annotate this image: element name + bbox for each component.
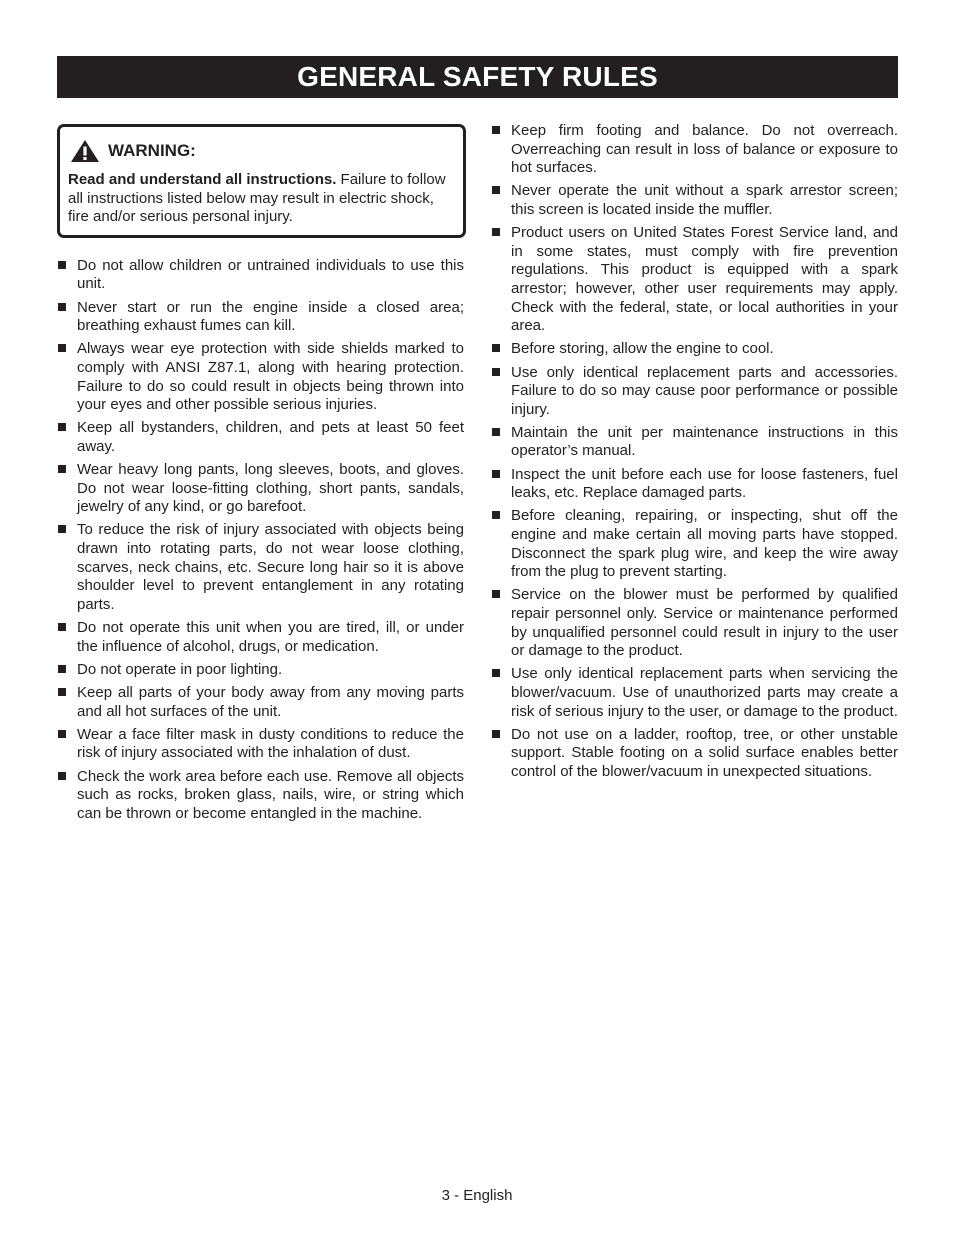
- list-item: Never start or run the engine inside a closed area; breathing exhaust fumes can kill.: [57, 299, 464, 336]
- bullet-square-icon: [492, 428, 500, 436]
- page-footer: [0, 1187, 954, 1204]
- list-item: Do not use on a ladder, rooftop, tree, or other unstable support. Stable footing on a solid surface enables better control of the blower/vacuum in unexpected situations.: [491, 726, 898, 782]
- warning-box: [57, 124, 466, 238]
- list-item: Keep all bystanders, children, and pets at least 50 feet away.: [57, 419, 464, 456]
- bullet-square-icon: [58, 730, 66, 738]
- list-item: Inspect the unit before each use for loose fasteners, fuel leaks, etc. Replace damaged parts.: [491, 466, 898, 503]
- bullet-square-icon: [58, 261, 66, 269]
- right-rules-list: [491, 122, 898, 782]
- list-item: Service on the blower must be performed by qualified repair personnel only. Service or maintenance performed by unqualified personnel could result in injury to the user or damage to the product.: [491, 586, 898, 660]
- left-column: [57, 124, 464, 828]
- bullet-square-icon: [58, 525, 66, 533]
- bullet-square-icon: [492, 730, 500, 738]
- list-item: Before storing, allow the engine to cool.: [491, 340, 898, 359]
- list-item: Do not operate this unit when you are tired, ill, or under the influence of alcohol, drugs, or medication.: [57, 619, 464, 656]
- list-item: Product users on United States Forest Service land, and in some states, must comply with fire prevention regulations. This product is equipped with a spark arrestor; however, other user requirements may apply. Check with the federal, state, or local authorities in your area.: [491, 224, 898, 336]
- list-item: Do not operate in poor lighting.: [57, 661, 464, 680]
- bullet-square-icon: [492, 470, 500, 478]
- bullet-square-icon: [492, 511, 500, 519]
- list-item: Keep firm footing and balance. Do not overreach. Overreaching can result in loss of balance or exposure to hot surfaces.: [491, 122, 898, 178]
- list-item: Do not allow children or untrained individuals to use this unit.: [57, 257, 464, 294]
- bullet-square-icon: [492, 126, 500, 134]
- bullet-square-icon: [58, 665, 66, 673]
- list-item: Use only identical replacement parts and accessories. Failure to do so may cause poor performance or possible injury.: [491, 364, 898, 420]
- bullet-square-icon: [58, 303, 66, 311]
- list-item: Check the work area before each use. Remove all objects such as rocks, broken glass, nails, wire, or string which can be thrown or become entangled in the machine.: [57, 768, 464, 824]
- warning-text: [68, 171, 453, 227]
- warning-bold-text: Read and understand all instructions.: [68, 171, 337, 188]
- list-item: Keep all parts of your body away from any moving parts and all hot surfaces of the unit.: [57, 684, 464, 721]
- section-title-banner: [57, 56, 898, 98]
- bullet-square-icon: [492, 669, 500, 677]
- list-item: Maintain the unit per maintenance instructions in this operator’s manual.: [491, 424, 898, 461]
- bullet-square-icon: [492, 590, 500, 598]
- bullet-square-icon: [492, 228, 500, 236]
- page-number: 3 - English: [441, 1187, 513, 1204]
- bullet-square-icon: [58, 623, 66, 631]
- bullet-square-icon: [58, 344, 66, 352]
- warning-header: [68, 137, 453, 165]
- bullet-square-icon: [58, 688, 66, 696]
- list-item: Use only identical replacement parts when servicing the blower/vacuum. Use of unauthorized parts may create a risk of serious injury to the user, or damage to the product.: [491, 665, 898, 721]
- list-item: Wear heavy long pants, long sleeves, boots, and gloves. Do not wear loose-fitting clothing, short pants, sandals, jewelry of any kind, or go barefoot.: [57, 461, 464, 517]
- bullet-square-icon: [58, 423, 66, 431]
- left-rules-list: [57, 257, 464, 824]
- bullet-square-icon: [58, 465, 66, 473]
- warning-body-text: Failure to follow all instructions listed below may result in electric shock, fire and/or serious personal injury.: [68, 171, 446, 226]
- list-item: Never operate the unit without a spark arrestor screen; this screen is located inside the muffler.: [491, 182, 898, 219]
- warning-title: WARNING:: [108, 141, 196, 160]
- warning-triangle-icon: [70, 139, 100, 163]
- list-item: Always wear eye protection with side shields marked to comply with ANSI Z87.1, along with hearing protection. Failure to do so could result in objects being thrown into your eyes and other possible serious injuries.: [57, 340, 464, 414]
- bullet-square-icon: [492, 344, 500, 352]
- list-item: Before cleaning, repairing, or inspecting, shut off the engine and make certain all moving parts have stopped. Disconnect the spark plug wire, and keep the wire away from the plug to prevent starting.: [491, 507, 898, 581]
- list-item: Wear a face filter mask in dusty conditions to reduce the risk of injury associated with the inhalation of dust.: [57, 726, 464, 763]
- bullet-square-icon: [492, 368, 500, 376]
- right-column: [491, 122, 898, 786]
- bullet-square-icon: [58, 772, 66, 780]
- bullet-square-icon: [492, 186, 500, 194]
- list-item: To reduce the risk of injury associated with objects being drawn into rotating parts, do not wear loose clothing, scarves, neck chains, etc. Secure long hair so it is above shoulder level to prevent entanglement in any rotating parts.: [57, 521, 464, 614]
- page-title: GENERAL SAFETY RULES: [297, 61, 658, 92]
